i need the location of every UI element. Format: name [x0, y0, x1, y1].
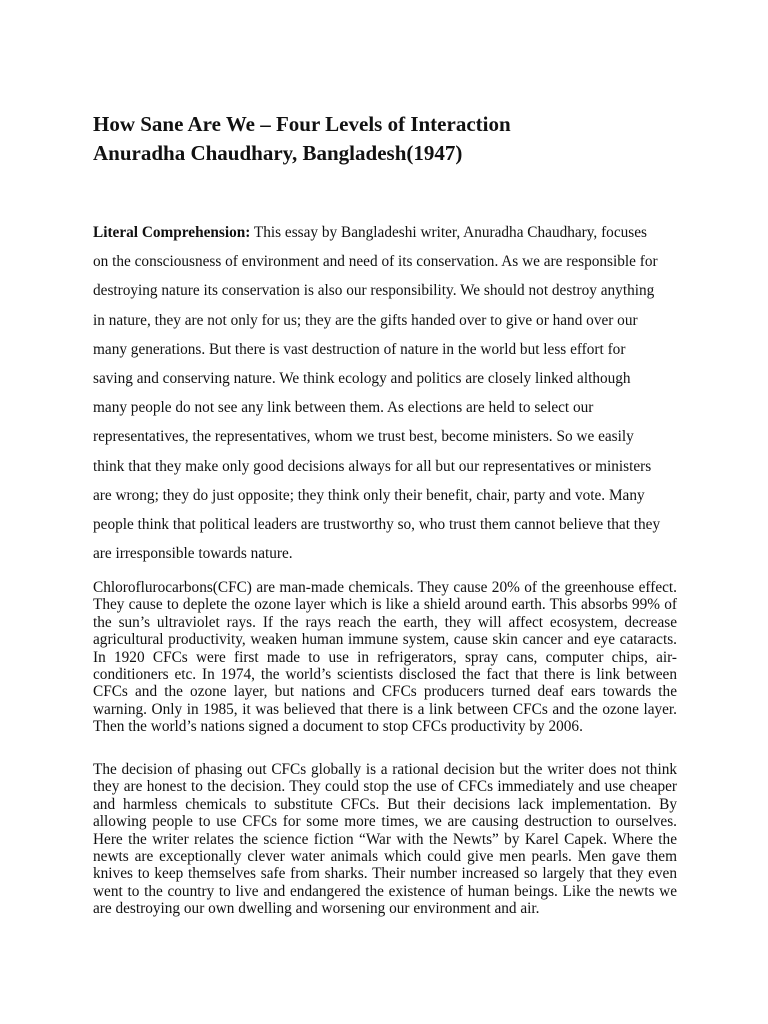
paragraph-line: destroying nature its conservation is also our responsibility. We should not destroy anything: [93, 282, 655, 300]
section-label: Literal Comprehension:: [93, 224, 251, 241]
title-line-author: Anuradha Chaudhary, Bangladesh(1947): [93, 141, 463, 165]
paragraph-line: are wrong; they do just opposite; they think only their benefit, chair, party and vote. Many: [93, 486, 645, 504]
cfc-paragraph: Chloroflurocarbons(CFC) are man-made chemicals. They cause 20% of the greenhouse effect. They cause to deplete the ozone layer which is like a shield around earth. This absorbs 99% of the sun’s ultraviolet rays. If the rays reach the earth, they will affect ecosystem, decrease agricultural productivity, weaken human immune system, cause skin cancer and eye cataracts. In 1920 CFCs were first made to use in refrigerators, spray cans, computer chips, air-conditioners etc. In 1974, the world’s scientists disclosed the fact that there is link between CFCs and the ozone layer, but nations and CFCs producers turned deaf ears towards the warning. Only in 1985, it was believed that there is a link between CFCs and the ozone layer. Then the world’s nations signed a document to stop CFCs productivity by 2006.: [93, 579, 677, 736]
phasing-out-paragraph: The decision of phasing out CFCs globally is a rational decision but the writer does not think they are honest to the decision. They could stop the use of CFCs immediately and use cheaper and harmless chemicals to substitute CFCs. But their decisions lack implementation. By allowing people to use CFCs for some more times, we are causing destruction to ourselves. Here the writer relates the science fiction “War with the Newts” by Karel Capek. Where the newts are exceptionally clever water animals which could give men pearls. Men gave them knives to keep themselves safe from sharks. Their number increased so largely that they even went to the country to live and endangered the existence of human beings. Like the newts we are destroying our own dwelling and worsening our environment and air.: [93, 761, 677, 918]
paragraph-line: Literal Comprehension: This essay by Bangladeshi writer, Anuradha Chaudhary, focuses: [93, 224, 647, 241]
paragraph-line: are irresponsible towards nature.: [93, 545, 293, 563]
paragraph-line: people think that political leaders are trustworthy so, who trust them cannot believe that they: [93, 516, 661, 534]
title-line-essay: How Sane Are We – Four Levels of Interaction: [93, 112, 511, 136]
paragraph-line: in nature, they are not only for us; they are the gifts handed over to give or hand over our: [93, 311, 638, 329]
document-title: [93, 110, 693, 168]
paragraph-line: many generations. But there is vast destruction of nature in the world but less effort for: [93, 340, 626, 358]
literal-comprehension-paragraph: [93, 218, 684, 568]
paragraph-line: many people do not see any link between them. As elections are held to select our: [93, 399, 594, 417]
paragraph-line: saving and conserving nature. We think ecology and politics are closely linked although: [93, 370, 631, 388]
paragraph-line: on the consciousness of environment and need of its conservation. As we are responsible for: [93, 253, 658, 271]
paragraph-line: think that they make only good decisions always for all but our representatives or ministers: [93, 457, 652, 475]
paragraph-line: representatives, the representatives, whom we trust best, become ministers. So we easily: [93, 428, 634, 446]
